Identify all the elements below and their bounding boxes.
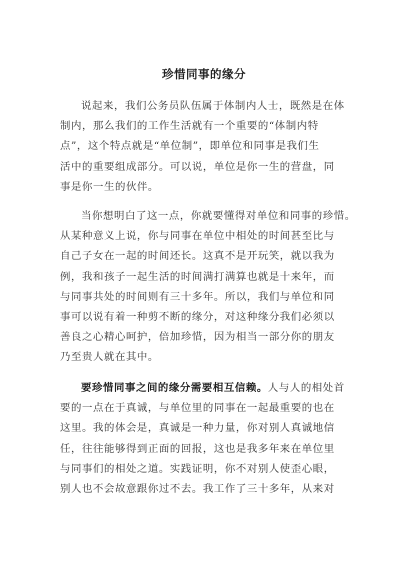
text-line: 善良之心精心呵护，倍加珍惜，因为相当一部分你的朋友 (60, 331, 335, 344)
paragraph-1 (60, 96, 358, 197)
text-line: 事是你一生的伙伴。 (60, 180, 159, 193)
text-line: 制内，那么我们的工作生活就有一个重要的“体制内特 (60, 120, 319, 133)
text-line: 与同事共处的时间则有三十多年。所以，我们与单位和同 (60, 290, 335, 303)
text-line: 点”，这个特点就是“单位制”，即单位和同事是我们生 (60, 140, 320, 153)
text-line: 要的一点在于真诚，与单位里的同事在一起最重要的也在 (60, 402, 335, 415)
bold-lead-sentence: 要珍惜同事之间的缘分需要相互信赖。 (81, 382, 268, 394)
text-line: 事可以说有着一种剪不断的缘分，对这种缘分我们必须以 (60, 310, 335, 323)
text-line: 自己子女在一起的时间还长。这真不是开玩笑，就以我为 (60, 250, 335, 263)
text-line: 说起来，我们公务员队伍属于体制内人士，既然是在体 (81, 100, 345, 112)
paragraph-3 (60, 378, 358, 519)
text-line: 别人也不会故意跟你过不去。我工作了三十多年，从来对 (60, 482, 335, 495)
text-line-lead (60, 378, 358, 398)
text-line: 这里。我的体会是，真诚是一种力量，你对别人真诚地信 (60, 422, 335, 435)
text-line: 例，我和孩子一起生活的时间满打满算也就是十来年，而 (60, 270, 335, 283)
text-line: 从某种意义上说，你与同事在单位中相处的时间甚至比与 (60, 230, 335, 243)
paragraph-2 (60, 206, 358, 368)
text-line (60, 499, 358, 519)
text-line: 乃至贵人就在其中。 (60, 351, 159, 364)
text-line: 与同事们的相处之道。实践证明，你不对别人使歪心眼， (60, 462, 335, 475)
document-title: 珍惜同事的缘分 (162, 67, 246, 81)
lead-rest-text: 人与人的相处首 (267, 382, 345, 394)
text-line: 当你想明白了这一点，你就要懂得对单位和同事的珍惜。 (81, 210, 356, 222)
text-line: 活中的重要组成部分。可以说，单位是你一生的营盘，同 (60, 160, 335, 173)
text-line: 任，往往能够得到正面的回报，这也是我多年来在单位里 (60, 442, 335, 455)
